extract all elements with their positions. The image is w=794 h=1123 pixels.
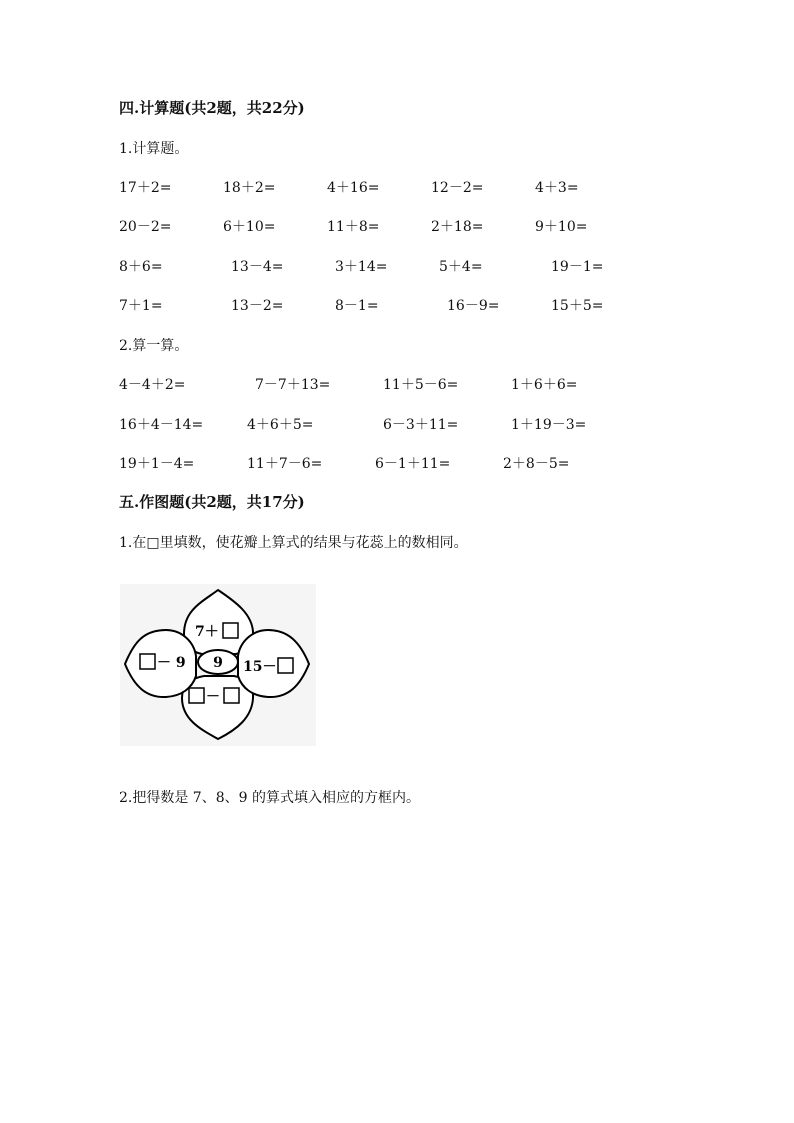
calc-item: 11＋8= bbox=[327, 219, 380, 235]
calc-item: 4＋3= bbox=[535, 180, 579, 196]
calc-item: 4－4＋2= bbox=[119, 377, 186, 393]
calc-item: 13－2= bbox=[231, 298, 284, 314]
calc-row-4 bbox=[0, 295, 794, 315]
top-petal-expression: 7＋ bbox=[195, 624, 219, 640]
calc-row-2 bbox=[0, 216, 794, 236]
calc-item: 5＋4= bbox=[439, 259, 483, 275]
calc-item: 1＋6＋6= bbox=[511, 377, 578, 393]
mixed-row-3 bbox=[0, 453, 794, 473]
bottom-petal-operator: － bbox=[206, 689, 220, 705]
mixed-row-1 bbox=[0, 374, 794, 394]
flower-center-number: 9 bbox=[213, 655, 223, 671]
calc-item: 9＋10= bbox=[535, 219, 588, 235]
calc-item: 11＋5－6= bbox=[383, 377, 459, 393]
calc-item: 17＋2= bbox=[119, 180, 172, 196]
calc-item: 6－1＋11= bbox=[375, 456, 451, 472]
calc-item: 3＋14= bbox=[335, 259, 388, 275]
calc-item: 6－3＋11= bbox=[383, 417, 459, 433]
calc-item: 13－4= bbox=[231, 259, 284, 275]
calc-item: 7＋1= bbox=[119, 298, 163, 314]
calc-item: 4＋6＋5= bbox=[247, 417, 314, 433]
left-petal-expression: － 9 bbox=[157, 655, 186, 671]
calc-item: 8－1= bbox=[335, 298, 379, 314]
calc-item: 1＋19－3= bbox=[511, 417, 587, 433]
calc-item: 19－1= bbox=[551, 259, 604, 275]
drawing-question-2-prompt: 2.把得数是 7、8、9 的算式填入相应的方框内。 bbox=[119, 790, 420, 806]
calc-item: 7－7＋13= bbox=[255, 377, 331, 393]
calc-row-3 bbox=[0, 256, 794, 276]
calc-item: 11＋7－6= bbox=[247, 456, 323, 472]
answer-box-bottom-2 bbox=[224, 688, 239, 703]
calc-item: 2＋18= bbox=[431, 219, 484, 235]
calc-item: 16＋4－14= bbox=[119, 417, 204, 433]
flower-diagram bbox=[120, 584, 316, 746]
answer-box-top bbox=[223, 623, 238, 638]
answer-box-left bbox=[140, 654, 155, 669]
calc-item: 19＋1－4= bbox=[119, 456, 195, 472]
calc-item: 20－2= bbox=[119, 219, 172, 235]
section-4-title: 四.计算题(共2题，共22分) bbox=[119, 99, 305, 117]
calc-item: 16－9= bbox=[447, 298, 500, 314]
calc-item: 6＋10= bbox=[223, 219, 276, 235]
answer-box-bottom-1 bbox=[189, 688, 204, 703]
calc-item: 18＋2= bbox=[223, 180, 276, 196]
calc-item: 2＋8－5= bbox=[503, 456, 570, 472]
drawing-question-1-prompt: 1.在□里填数，使花瓣上算式的结果与花蕊上的数相同。 bbox=[119, 535, 468, 551]
answer-box-right bbox=[278, 658, 293, 673]
question-2-prompt: 2.算一算。 bbox=[119, 338, 189, 354]
calc-row-1 bbox=[0, 177, 794, 197]
calc-item: 8＋6= bbox=[119, 259, 163, 275]
calc-item: 4＋16= bbox=[327, 180, 380, 196]
flower-petals bbox=[120, 584, 316, 746]
question-1-prompt: 1.计算题。 bbox=[119, 141, 189, 157]
calc-item: 12－2= bbox=[431, 180, 484, 196]
mixed-row-2 bbox=[0, 414, 794, 434]
section-5-title: 五.作图题(共2题，共17分) bbox=[119, 493, 305, 511]
right-petal-expression: 15－ bbox=[243, 659, 277, 675]
calc-item: 15＋5= bbox=[551, 298, 604, 314]
